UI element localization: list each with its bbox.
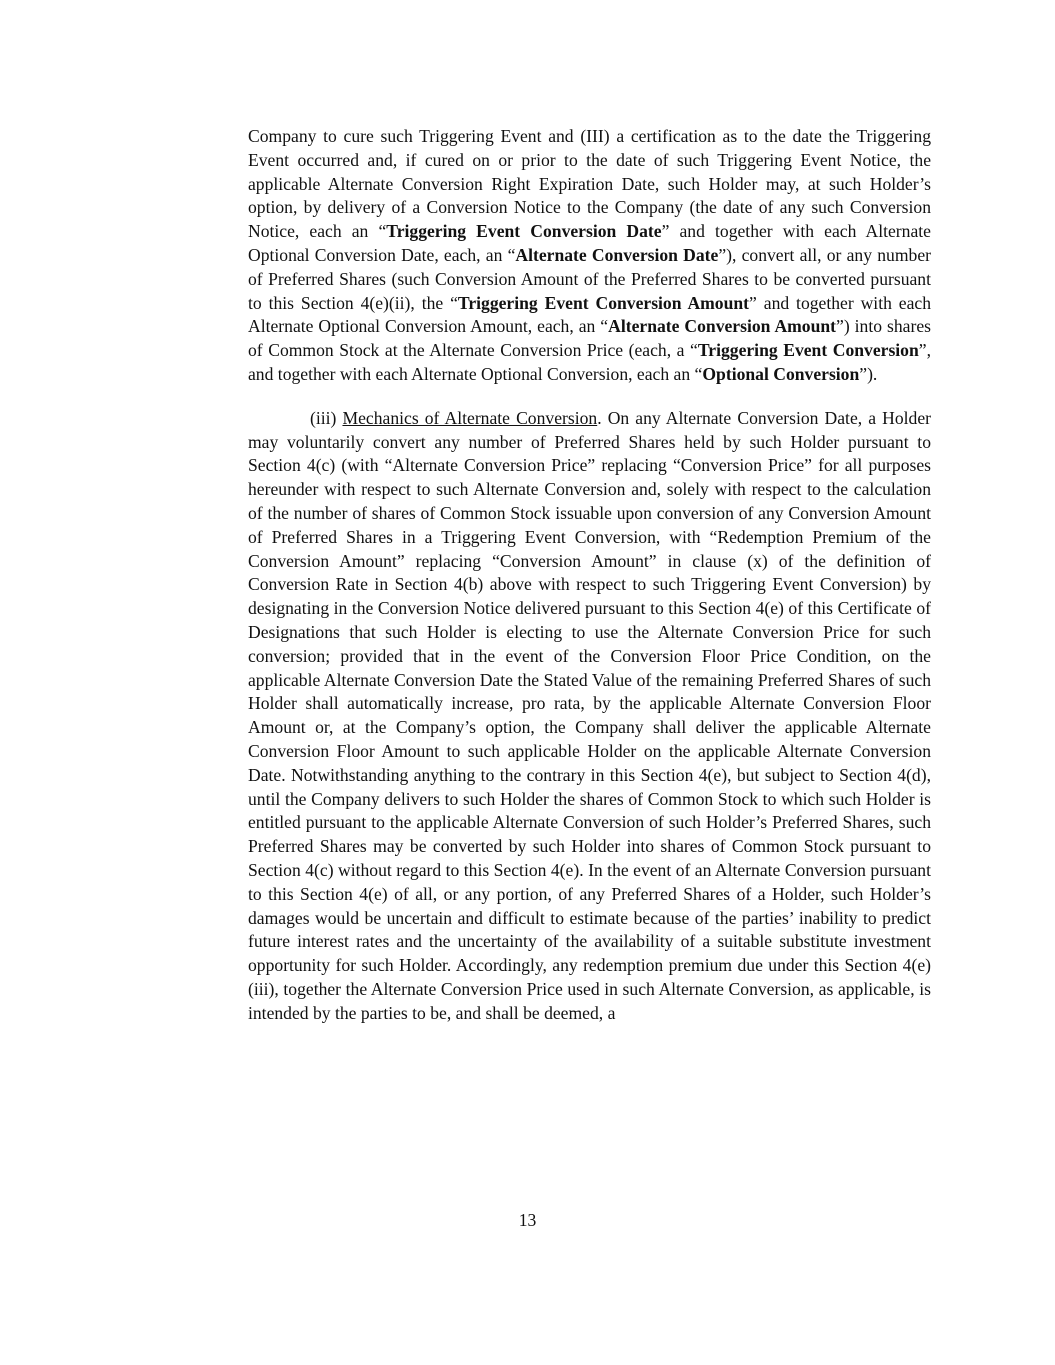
defined-term: Triggering Event Conversion xyxy=(697,340,919,361)
paragraph-mechanics-of-alternate-conversion xyxy=(248,407,931,1026)
text-run: ”) into shares of Common Stock at the Alternate Conversion Price (each, a “ xyxy=(248,316,931,361)
body-text xyxy=(248,125,931,1025)
text-run: ” and together with each Alternate Optional Conversion Date, each, an “ xyxy=(248,221,931,265)
section-body: . On any Alternate Conversion Date, a Holder may voluntarily convert any number of Preferred Shares held by such Holder pursuant to Section 4(c) (with “Alternate Conversion Price” replacing “Conversion Price” for all purposes hereunder with respect to such Alternate Conversion and, solely with respect to the calculation of the number of shares of Common Stock issuable upon conversion of any Conversion Amount of Preferred Shares in a Triggering Event Conversion, with “Redemption Premium of the Conversion Amount” replacing “Conversion Amount” in clause (x) of the definition of Conversion Rate in Section 4(b) above with respect to such Triggering Event Conversion) by designating in the Conversion Notice delivered pursuant to this Section 4(e) of this Certificate of Designations that such Holder is electing to use the Alternate Conversion Price for such conversion; provided that in the event of the Conversion Floor Price Condition, on the applicable Alternate Conversion Date the Stated Value of the remaining Preferred Shares of such Holder shall automatically increase, pro rata, by the applicable Alternate Conversion Floor Amount or, at the Company’s option, the Company shall deliver the applicable Alternate Conversion Floor Amount to such applicable Holder on the applicable Alternate Conversion Date. Notwithstanding anything to the contrary in this Section 4(e), but subject to Section 4(d), until the Company delivers to such Holder the shares of Common Stock to which such Holder is entitled pursuant to the applicable Alternate Conversion of such Holder’s Preferred Shares, such Preferred Shares may be converted by such Holder into shares of Common Stock pursuant to Section 4(c) without regard to this Section 4(e). In the event of an Alternate Conversion pursuant to this Section 4(e) of all, or any portion, of any Preferred Shares of a Holder, such Holder’s damages would be uncertain and difficult to estimate because of the parties’ inability to predict future interest rates and the uncertainty of the availability of a suitable substitute investment opportunity for such Holder. Accordingly, any redemption premium due under this Section 4(e)(iii), together the Alternate Conversion Price used in such Alternate Conversion, as applicable, is intended by the parties to be, and shall be deemed, a xyxy=(248,407,931,1023)
text-run: ” and together with each Alternate Optional Conversion Amount, each, an “ xyxy=(248,292,932,337)
text-run: ”, and together with each Alternate Optional Conversion, each an “ xyxy=(248,340,931,384)
text-run: Company to cure such Triggering Event and (III) a certification as to the date the Triggering Event occurred and, if cured on or prior to the date of such Triggering Event Notice, the applicable Alternate Conversion Right Expiration Date, such Holder may, at such Holder’s option, by delivery of a Conversion Notice to the Company (the date of any such Conversion Notice, each an “ xyxy=(248,126,931,242)
text-run: ”). xyxy=(859,363,878,384)
section-number: (iii) xyxy=(310,407,343,428)
text-run: ”), convert all, or any number of Preferred Shares (such Conversion Amount of the Preferred Shares to be converted pursuant to this Section 4(e)(ii), the “ xyxy=(248,244,931,313)
defined-term: Alternate Conversion Amount xyxy=(608,316,837,337)
defined-term: Triggering Event Conversion Date xyxy=(386,221,662,242)
defined-term: Triggering Event Conversion Amount xyxy=(457,292,750,313)
defined-term: Optional Conversion xyxy=(702,363,860,384)
page-number: 13 xyxy=(518,1210,537,1230)
paragraph-triggering-event-conversion xyxy=(248,125,931,387)
section-heading: Mechanics of Alternate Conversion xyxy=(342,407,598,428)
defined-term: Alternate Conversion Date xyxy=(515,244,719,265)
